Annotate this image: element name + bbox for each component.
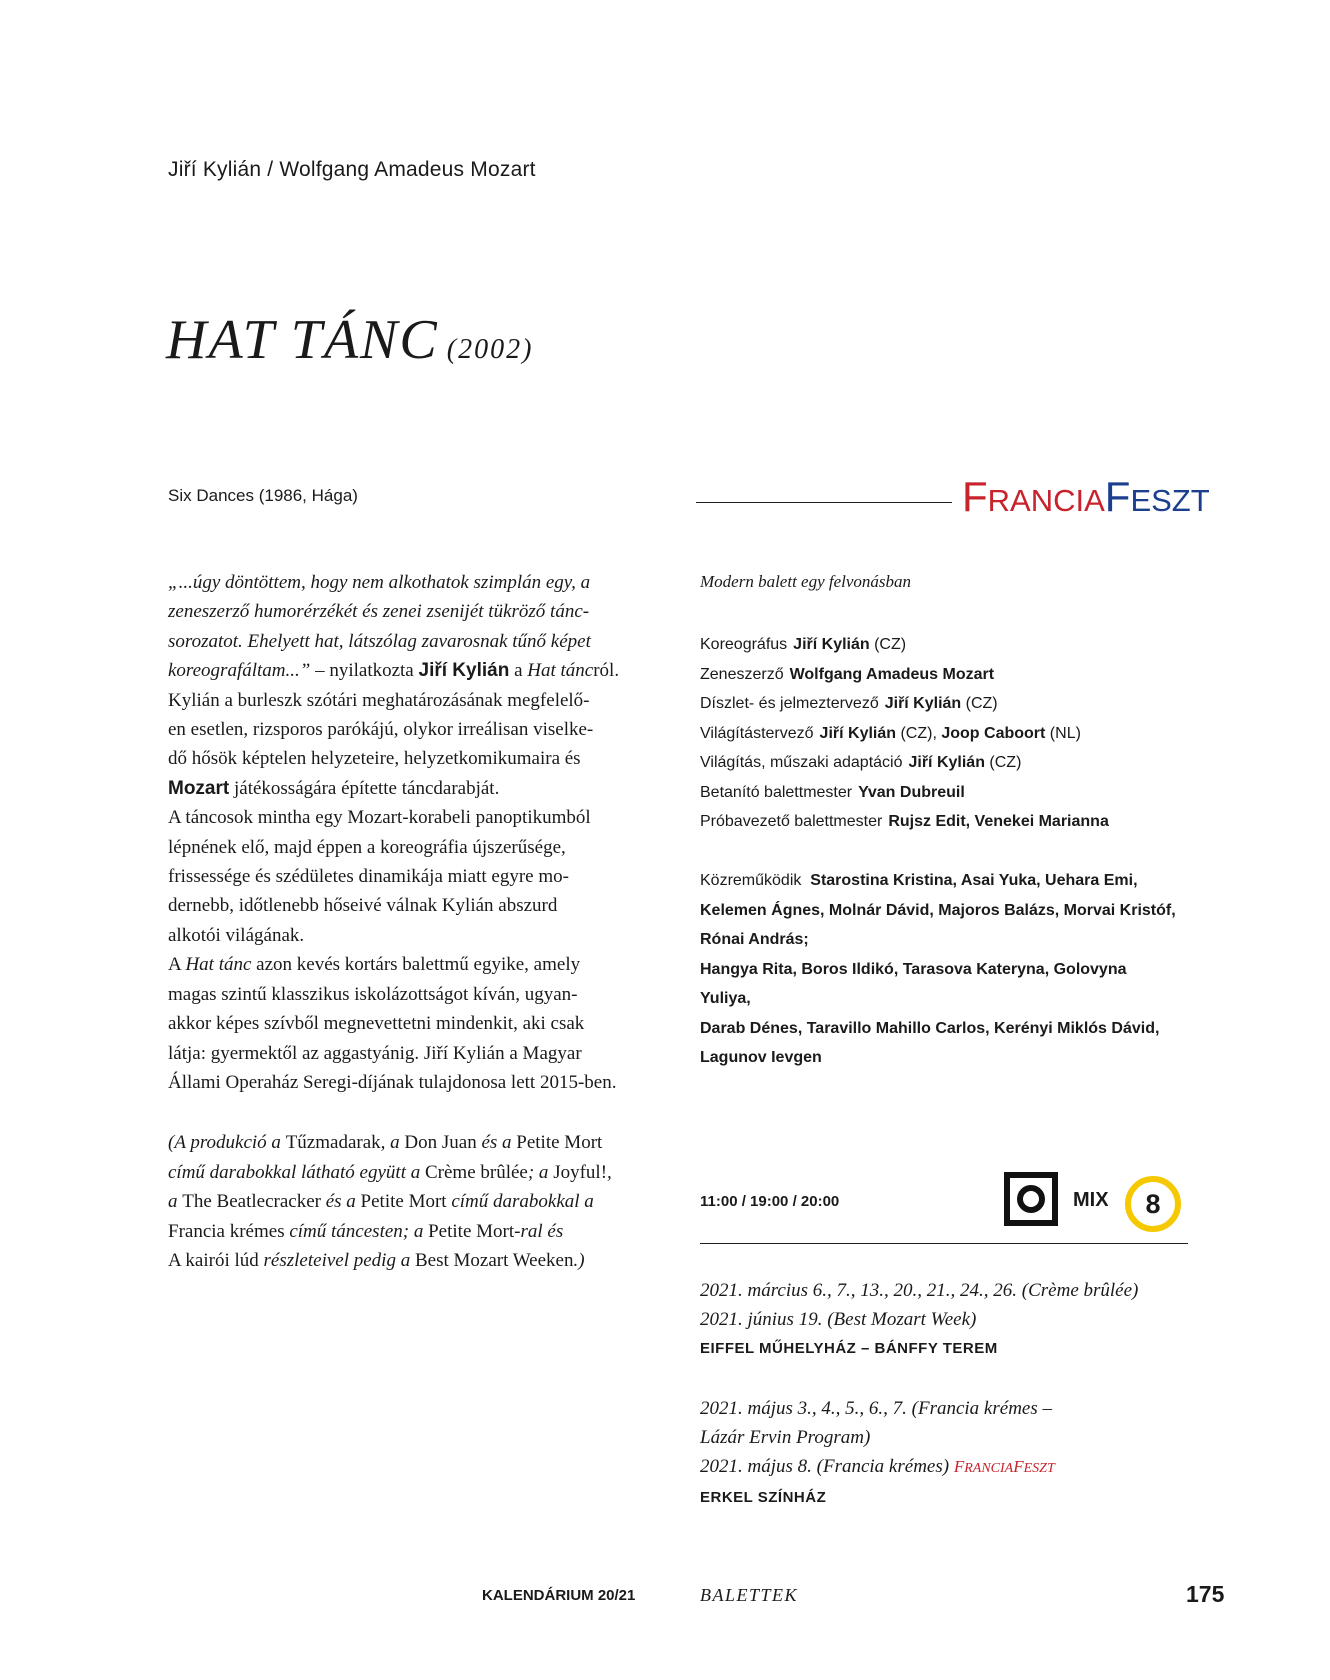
credit-label: Világítástervező <box>700 724 814 742</box>
note-line <box>168 1187 688 1217</box>
franciafeszt-inline <box>954 1457 1055 1476</box>
footer-section: BALETTEK <box>700 1585 799 1605</box>
logo-f2: F <box>1104 473 1131 520</box>
credit-row <box>700 660 1170 690</box>
footer-publication: KALENDÁRIUM 20/21 <box>482 1587 636 1604</box>
schedule-rule <box>700 1243 1188 1244</box>
body-line <box>168 950 668 979</box>
credit-value: Rujsz Edit, Venekei Marianna <box>888 813 1109 830</box>
body-span: ról. <box>593 660 620 682</box>
logo-rancia: RANCIA <box>987 483 1105 518</box>
ring-square-icon <box>1004 1172 1058 1226</box>
body-line: magas szintű klasszikus iskolázottságot kíván, ugyan- <box>168 983 578 1005</box>
note-span: (A produkció a <box>168 1132 286 1153</box>
quote-text: „...úgy döntöttem, hogy nem alkothatok szimplán egy, a <box>168 572 591 593</box>
title-text: HAT TÁNC <box>166 309 439 371</box>
note-span: , <box>607 1161 612 1183</box>
authors-line: Jiří Kylián / Wolfgang Amadeus Mozart <box>168 158 536 181</box>
ring-inner <box>1017 1185 1045 1213</box>
body-line: Állami Operaház Seregi-díjának tulajdonosa lett 2015-ben. <box>168 1071 617 1093</box>
body-line <box>168 627 668 656</box>
note-span: és a <box>320 1191 361 1212</box>
note-span: ; a <box>527 1161 554 1183</box>
page-number: 175 <box>1186 1581 1225 1607</box>
work-title: Hat tánc <box>527 660 594 682</box>
schedule-block-1 <box>700 1276 1200 1364</box>
work-title: Petite Mort <box>516 1132 603 1153</box>
original-title: Six Dances (1986, Hága) <box>168 486 358 505</box>
work-title: Crème brûlée <box>424 1161 528 1183</box>
body-span: – nyilatkozta <box>310 660 419 682</box>
venue-name: ERKEL SZÍNHÁZ <box>700 1489 827 1506</box>
body-line: alkotói világának. <box>168 924 305 946</box>
work-title: Petite Mort <box>360 1191 447 1212</box>
work-title: Tűzmadarak <box>285 1132 381 1153</box>
body-line: Kylián a burleszk szótári meghatározásának megfelelő- <box>168 689 590 711</box>
logo-eszt: ESZT <box>1130 483 1210 518</box>
credit-suffix: (CZ) <box>961 695 998 712</box>
cast-names: Kelemen Ágnes, Molnár Dávid, Majoros Balázs, Morvai Kristóf, <box>700 901 1176 919</box>
note-span: .) <box>573 1250 585 1271</box>
venue-name: EIFFEL MŰHELYHÁZ – BÁNFFY TEREM <box>700 1340 998 1357</box>
body-line: dő hősök képtelen helyzeteire, helyzetkomikumaira és <box>168 748 581 770</box>
cast-names: Rónai András; <box>700 931 809 948</box>
note-span: című darabokkal látható együtt a <box>168 1161 425 1183</box>
ff-letter: F <box>953 1457 965 1476</box>
mix-label: MIX <box>1073 1189 1109 1211</box>
credit-label: Koreográfus <box>700 636 788 653</box>
credit-value: Wolfgang Amadeus Mozart <box>789 665 995 683</box>
credit-label: Díszlet- és jelmeztervező <box>700 695 879 712</box>
show-times: 11:00 / 19:00 / 20:00 <box>700 1193 840 1210</box>
note-line <box>168 1217 688 1247</box>
note-span: a <box>168 1191 183 1212</box>
credit-value: Jiří Kylián <box>884 695 962 712</box>
credit-row <box>700 778 1170 808</box>
date-text: 2021. május 8. (Francia krémes) <box>700 1456 954 1477</box>
credit-row <box>700 748 1170 778</box>
body-line: akkor képes szívből megnevettetni mindenkit, aki csak <box>168 1013 585 1035</box>
note-line <box>168 1128 688 1158</box>
cast-names: Lagunov Ievgen <box>700 1049 822 1066</box>
body-span: a <box>509 660 528 682</box>
franciafeszt-logo <box>962 474 1210 524</box>
credit-suffix: (NL) <box>1045 724 1081 742</box>
ff-letter: F <box>1013 1457 1024 1476</box>
cast-names: Hangya Rita, Boros Ildikó, Tarasova Kateryna, Golovyna Yuliya, <box>700 960 1127 1007</box>
name-emphasis: Mozart <box>168 777 230 799</box>
work-title: Joyful! <box>553 1161 608 1183</box>
description-text <box>168 568 668 1097</box>
credit-label: Próbavezető balettmester <box>700 813 883 830</box>
body-line <box>168 656 668 685</box>
credit-value: Jiří Kylián <box>819 724 897 742</box>
credit-value: Jiří Kylián <box>793 636 870 653</box>
body-span: A <box>168 954 186 976</box>
credit-row <box>700 689 1170 719</box>
cast-names: Darab Dénes, Taravillo Mahillo Carlos, Kerényi Miklós Dávid, <box>700 1019 1160 1037</box>
note-span: és a <box>476 1132 517 1153</box>
body-line: en esetlen, rizsporos parókájú, olykor irreálisan viselke- <box>168 719 594 741</box>
cast-line <box>700 866 1180 896</box>
work-title: Don Juan <box>404 1132 477 1153</box>
credit-suffix: (CZ), <box>896 724 942 742</box>
note-span: -ral és <box>514 1220 564 1242</box>
note-span: , a <box>380 1132 405 1153</box>
body-line: dernebb, időtlenebb hőseivé válnak Kylián abszurd <box>168 895 558 917</box>
note-span: részleteivel pedig a <box>258 1250 415 1271</box>
logo-rule <box>696 502 952 503</box>
work-title: Hat tánc <box>185 954 252 976</box>
cast-names: Starostina Kristina, Asai Yuka, Uehara Emi, <box>810 872 1138 889</box>
work-title: Petite Mort <box>428 1220 515 1242</box>
work-title: Best Mozart Weeken <box>414 1250 574 1271</box>
credit-suffix: (CZ) <box>984 754 1022 771</box>
name-emphasis: Jiří Kylián <box>418 660 510 682</box>
credit-label: Betanító balettmester <box>700 783 853 801</box>
work-title: A kairói lúd <box>168 1250 259 1271</box>
schedule-dates: Lázár Ervin Program) <box>700 1427 871 1448</box>
schedule-dates: 2021. június 19. (Best Mozart Week) <box>700 1309 977 1330</box>
credit-row <box>700 807 1170 837</box>
production-note <box>168 1128 688 1276</box>
credit-label: Világítás, műszaki adaptáció <box>700 754 903 771</box>
quote-text: zeneszerző humorérzékét és zenei zsenijét tükröző tánc- <box>168 601 590 623</box>
quote-text: koreografáltam...” <box>168 660 311 682</box>
title-year: (2002) <box>446 334 534 365</box>
schedule-dates: 2021. május 3., 4., 5., 6., 7. (Francia krémes – <box>700 1398 1052 1419</box>
note-line <box>168 1158 688 1188</box>
cast-list <box>700 866 1180 1073</box>
body-line <box>168 568 668 597</box>
body-line: lépnének elő, majd éppen a koreográfia újszerűsége, <box>168 836 566 858</box>
quote-text: sorozatot. Ehelyett hat, látszólag zavarosnak tűnő képet <box>168 630 591 652</box>
credit-value: Joop Caboort <box>941 724 1046 742</box>
body-line <box>168 774 668 803</box>
ff-letters: RANCIA <box>964 1461 1014 1476</box>
credit-label: Zeneszerző <box>700 665 784 683</box>
ff-letters: ESZT <box>1023 1461 1055 1476</box>
cast-label: Közreműködik <box>700 872 802 889</box>
credit-row <box>700 630 1170 660</box>
work-title: Francia krémes <box>168 1220 285 1242</box>
body-line: látja: gyermektől az aggastyánig. Jiří Kylián a Magyar <box>168 1042 582 1064</box>
schedule-block-2 <box>700 1394 1200 1513</box>
body-line <box>168 597 668 626</box>
page-title <box>166 308 533 372</box>
logo-f1: F <box>962 473 988 520</box>
credits-list <box>700 630 1170 837</box>
body-line: frissessége és szédületes dinamikája miatt egyre mo- <box>168 866 569 888</box>
credit-row <box>700 719 1170 749</box>
schedule-dates <box>700 1452 1200 1483</box>
mix-number-badge: 8 <box>1125 1176 1181 1232</box>
note-line <box>168 1246 688 1276</box>
schedule-dates: 2021. március 6., 7., 13., 20., 21., 24., 26. (Crème brûlée) <box>700 1280 1139 1301</box>
credit-suffix: (CZ) <box>869 636 907 653</box>
credit-value: Jiří Kylián <box>908 754 985 771</box>
body-span: azon kevés kortárs balettmű egyike, amely <box>251 954 581 976</box>
note-span: című darabokkal a <box>446 1191 594 1212</box>
work-title: The Beatlecracker <box>182 1191 321 1212</box>
genre-subtitle: Modern balett egy felvonásban <box>700 572 912 591</box>
body-span: játékosságára építette táncdarabját. <box>229 777 500 799</box>
note-span: című táncesten; a <box>284 1220 429 1242</box>
body-line: A táncosok mintha egy Mozart-korabeli panoptikumból <box>168 807 591 829</box>
credit-value: Yvan Dubreuil <box>858 783 965 801</box>
